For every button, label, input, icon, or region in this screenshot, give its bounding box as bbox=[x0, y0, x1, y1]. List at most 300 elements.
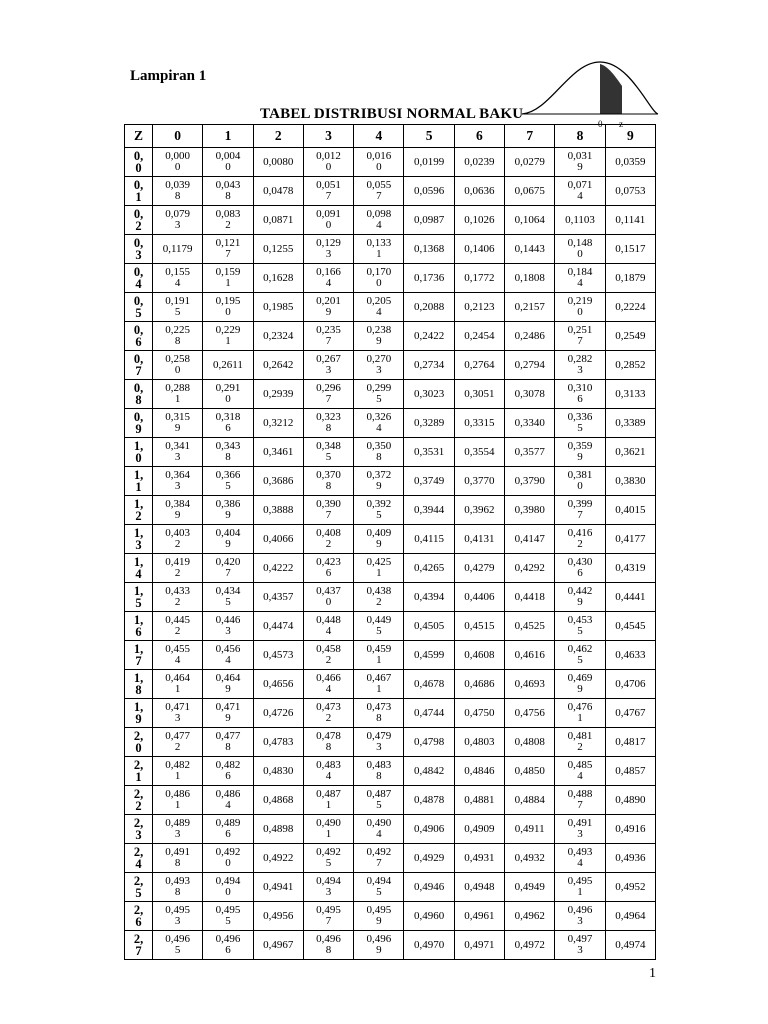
probability-cell: 0,494 3 bbox=[303, 873, 353, 902]
column-header-4: 4 bbox=[354, 125, 404, 148]
probability-cell: 0,4803 bbox=[454, 728, 504, 757]
table-row bbox=[125, 148, 656, 177]
probability-cell: 0,4222 bbox=[253, 554, 303, 583]
z-value-cell: 1, 3 bbox=[125, 525, 153, 554]
column-header-6: 6 bbox=[454, 125, 504, 148]
probability-cell: 0,159 1 bbox=[203, 264, 253, 293]
probability-cell: 0,3944 bbox=[404, 496, 454, 525]
z-value-cell: 0, 7 bbox=[125, 351, 153, 380]
z-value-cell: 2, 5 bbox=[125, 873, 153, 902]
probability-cell: 0,4846 bbox=[454, 757, 504, 786]
probability-cell: 0,219 0 bbox=[555, 293, 605, 322]
probability-cell: 0,4633 bbox=[605, 641, 655, 670]
probability-cell: 0,2224 bbox=[605, 293, 655, 322]
probability-cell: 0,4115 bbox=[404, 525, 454, 554]
probability-cell: 0,477 8 bbox=[203, 728, 253, 757]
column-header-2: 2 bbox=[253, 125, 303, 148]
probability-cell: 0,071 4 bbox=[555, 177, 605, 206]
probability-cell: 0,493 8 bbox=[153, 873, 203, 902]
table-row bbox=[125, 293, 656, 322]
z-value-cell: 1, 4 bbox=[125, 554, 153, 583]
probability-cell: 0,155 4 bbox=[153, 264, 203, 293]
probability-cell: 0,489 3 bbox=[153, 815, 203, 844]
probability-cell: 0,1368 bbox=[404, 235, 454, 264]
probability-cell: 0,055 7 bbox=[354, 177, 404, 206]
probability-cell: 0,051 7 bbox=[303, 177, 353, 206]
probability-cell: 0,225 8 bbox=[153, 322, 203, 351]
probability-cell: 0,1255 bbox=[253, 235, 303, 264]
probability-cell: 0,121 7 bbox=[203, 235, 253, 264]
probability-cell: 0,2549 bbox=[605, 322, 655, 351]
probability-cell: 0,490 1 bbox=[303, 815, 353, 844]
z-value-cell: 0, 3 bbox=[125, 235, 153, 264]
column-header-3: 3 bbox=[303, 125, 353, 148]
probability-cell: 0,1406 bbox=[454, 235, 504, 264]
probability-cell: 0,3133 bbox=[605, 380, 655, 409]
probability-cell: 0,3577 bbox=[505, 438, 555, 467]
probability-cell: 0,4881 bbox=[454, 786, 504, 815]
probability-cell: 0,4573 bbox=[253, 641, 303, 670]
probability-cell: 0,0239 bbox=[454, 148, 504, 177]
normal-curve-figure bbox=[520, 56, 660, 128]
probability-cell: 0,359 9 bbox=[555, 438, 605, 467]
probability-cell: 0,3461 bbox=[253, 438, 303, 467]
probability-cell: 0,4131 bbox=[454, 525, 504, 554]
probability-cell: 0,1026 bbox=[454, 206, 504, 235]
probability-cell: 0,4394 bbox=[404, 583, 454, 612]
probability-cell: 0,4474 bbox=[253, 612, 303, 641]
probability-cell: 0,496 9 bbox=[354, 931, 404, 960]
probability-cell: 0,4177 bbox=[605, 525, 655, 554]
probability-cell: 0,1517 bbox=[605, 235, 655, 264]
probability-cell: 0,4015 bbox=[605, 496, 655, 525]
probability-cell: 0,494 5 bbox=[354, 873, 404, 902]
probability-cell: 0,3980 bbox=[505, 496, 555, 525]
probability-cell: 0,430 6 bbox=[555, 554, 605, 583]
probability-cell: 0,0753 bbox=[605, 177, 655, 206]
probability-cell: 0,483 4 bbox=[303, 757, 353, 786]
probability-cell: 0,4911 bbox=[505, 815, 555, 844]
z-value-cell: 1, 8 bbox=[125, 670, 153, 699]
probability-cell: 0,170 0 bbox=[354, 264, 404, 293]
probability-cell: 0,4545 bbox=[605, 612, 655, 641]
probability-cell: 0,039 8 bbox=[153, 177, 203, 206]
probability-cell: 0,495 9 bbox=[354, 902, 404, 931]
probability-cell: 0,496 8 bbox=[303, 931, 353, 960]
probability-cell: 0,2454 bbox=[454, 322, 504, 351]
probability-cell: 0,4441 bbox=[605, 583, 655, 612]
probability-cell: 0,482 6 bbox=[203, 757, 253, 786]
probability-cell: 0,315 9 bbox=[153, 409, 203, 438]
probability-cell: 0,2486 bbox=[505, 322, 555, 351]
probability-cell: 0,2611 bbox=[203, 351, 253, 380]
probability-cell: 0,341 3 bbox=[153, 438, 203, 467]
probability-cell: 0,1736 bbox=[404, 264, 454, 293]
probability-cell: 0,399 7 bbox=[555, 496, 605, 525]
probability-cell: 0,0359 bbox=[605, 148, 655, 177]
probability-cell: 0,016 0 bbox=[354, 148, 404, 177]
table-row bbox=[125, 728, 656, 757]
probability-cell: 0,487 5 bbox=[354, 786, 404, 815]
table-row bbox=[125, 699, 656, 728]
probability-cell: 0,4656 bbox=[253, 670, 303, 699]
table-row bbox=[125, 670, 656, 699]
probability-cell: 0,4868 bbox=[253, 786, 303, 815]
probability-cell: 0,462 5 bbox=[555, 641, 605, 670]
probability-cell: 0,091 0 bbox=[303, 206, 353, 235]
probability-cell: 0,466 4 bbox=[303, 670, 353, 699]
probability-cell: 0,370 8 bbox=[303, 467, 353, 496]
z-value-cell: 1, 6 bbox=[125, 612, 153, 641]
probability-cell: 0,4972 bbox=[505, 931, 555, 960]
z-value-cell: 2, 7 bbox=[125, 931, 153, 960]
probability-cell: 0,229 1 bbox=[203, 322, 253, 351]
probability-cell: 0,1141 bbox=[605, 206, 655, 235]
probability-cell: 0,1628 bbox=[253, 264, 303, 293]
column-header-5: 5 bbox=[404, 125, 454, 148]
probability-cell: 0,0279 bbox=[505, 148, 555, 177]
table-row bbox=[125, 322, 656, 351]
probability-cell: 0,2642 bbox=[253, 351, 303, 380]
probability-cell: 0,3340 bbox=[505, 409, 555, 438]
probability-cell: 0,496 5 bbox=[153, 931, 203, 960]
probability-cell: 0,4906 bbox=[404, 815, 454, 844]
probability-cell: 0,191 5 bbox=[153, 293, 203, 322]
probability-cell: 0,449 5 bbox=[354, 612, 404, 641]
table-row bbox=[125, 902, 656, 931]
probability-cell: 0,4616 bbox=[505, 641, 555, 670]
probability-cell: 0,2794 bbox=[505, 351, 555, 380]
column-header-7: 7 bbox=[505, 125, 555, 148]
probability-cell: 0,0675 bbox=[505, 177, 555, 206]
probability-cell: 0,133 1 bbox=[354, 235, 404, 264]
probability-cell: 0,4909 bbox=[454, 815, 504, 844]
probability-cell: 0,392 5 bbox=[354, 496, 404, 525]
probability-cell: 0,4898 bbox=[253, 815, 303, 844]
probability-cell: 0,4949 bbox=[505, 873, 555, 902]
table-row bbox=[125, 931, 656, 960]
probability-cell: 0,000 0 bbox=[153, 148, 203, 177]
table-row bbox=[125, 380, 656, 409]
probability-cell: 0,4931 bbox=[454, 844, 504, 873]
probability-cell: 0,1103 bbox=[555, 206, 605, 235]
probability-cell: 0,4890 bbox=[605, 786, 655, 815]
probability-cell: 0,310 6 bbox=[555, 380, 605, 409]
probability-cell: 0,3554 bbox=[454, 438, 504, 467]
table-row bbox=[125, 583, 656, 612]
probability-cell: 0,473 2 bbox=[303, 699, 353, 728]
z-value-cell: 0, 1 bbox=[125, 177, 153, 206]
probability-cell: 0,381 0 bbox=[555, 467, 605, 496]
table-row bbox=[125, 612, 656, 641]
probability-cell: 0,459 1 bbox=[354, 641, 404, 670]
probability-cell: 0,1772 bbox=[454, 264, 504, 293]
probability-cell: 0,471 3 bbox=[153, 699, 203, 728]
probability-cell: 0,433 2 bbox=[153, 583, 203, 612]
probability-cell: 0,1064 bbox=[505, 206, 555, 235]
probability-cell: 0,4357 bbox=[253, 583, 303, 612]
table-row bbox=[125, 525, 656, 554]
probability-cell: 0,446 3 bbox=[203, 612, 253, 641]
probability-cell: 0,3770 bbox=[454, 467, 504, 496]
column-header-9: 9 bbox=[605, 125, 655, 148]
probability-cell: 0,419 2 bbox=[153, 554, 203, 583]
table-row bbox=[125, 873, 656, 902]
probability-cell: 0,336 5 bbox=[555, 409, 605, 438]
probability-cell: 0,4842 bbox=[404, 757, 454, 786]
probability-cell: 0,2324 bbox=[253, 322, 303, 351]
probability-cell: 0,166 4 bbox=[303, 264, 353, 293]
probability-cell: 0,2734 bbox=[404, 351, 454, 380]
probability-cell: 0,409 9 bbox=[354, 525, 404, 554]
z-value-cell: 2, 3 bbox=[125, 815, 153, 844]
probability-cell: 0,481 2 bbox=[555, 728, 605, 757]
probability-cell: 0,487 1 bbox=[303, 786, 353, 815]
probability-cell: 0,4878 bbox=[404, 786, 454, 815]
probability-cell: 0,469 9 bbox=[555, 670, 605, 699]
table-row bbox=[125, 554, 656, 583]
probability-cell: 0,442 9 bbox=[555, 583, 605, 612]
probability-cell: 0,434 5 bbox=[203, 583, 253, 612]
probability-cell: 0,486 1 bbox=[153, 786, 203, 815]
probability-cell: 0,4279 bbox=[454, 554, 504, 583]
probability-cell: 0,0636 bbox=[454, 177, 504, 206]
probability-cell: 0,2852 bbox=[605, 351, 655, 380]
probability-cell: 0,495 3 bbox=[153, 902, 203, 931]
probability-cell: 0,4970 bbox=[404, 931, 454, 960]
probability-cell: 0,288 1 bbox=[153, 380, 203, 409]
probability-cell: 0,4505 bbox=[404, 612, 454, 641]
z-value-cell: 0, 0 bbox=[125, 148, 153, 177]
probability-cell: 0,282 3 bbox=[555, 351, 605, 380]
probability-cell: 0,258 0 bbox=[153, 351, 203, 380]
probability-cell: 0,2939 bbox=[253, 380, 303, 409]
probability-cell: 0,492 7 bbox=[354, 844, 404, 873]
probability-cell: 0,043 8 bbox=[203, 177, 253, 206]
probability-cell: 0,299 5 bbox=[354, 380, 404, 409]
probability-cell: 0,083 2 bbox=[203, 206, 253, 235]
page-number: 1 bbox=[649, 966, 656, 981]
probability-cell: 0,473 8 bbox=[354, 699, 404, 728]
probability-cell: 0,2157 bbox=[505, 293, 555, 322]
probability-cell: 0,420 7 bbox=[203, 554, 253, 583]
probability-cell: 0,384 9 bbox=[153, 496, 203, 525]
z-value-cell: 1, 1 bbox=[125, 467, 153, 496]
probability-cell: 0,490 4 bbox=[354, 815, 404, 844]
probability-cell: 0,3888 bbox=[253, 496, 303, 525]
table-row bbox=[125, 757, 656, 786]
probability-cell: 0,495 7 bbox=[303, 902, 353, 931]
probability-cell: 0,291 0 bbox=[203, 380, 253, 409]
probability-cell: 0,3749 bbox=[404, 467, 454, 496]
probability-cell: 0,4744 bbox=[404, 699, 454, 728]
probability-cell: 0,372 9 bbox=[354, 467, 404, 496]
probability-cell: 0,343 8 bbox=[203, 438, 253, 467]
probability-cell: 0,458 2 bbox=[303, 641, 353, 670]
probability-cell: 0,4961 bbox=[454, 902, 504, 931]
probability-cell: 0,478 8 bbox=[303, 728, 353, 757]
table-row bbox=[125, 235, 656, 264]
probability-cell: 0,453 5 bbox=[555, 612, 605, 641]
probability-cell: 0,4515 bbox=[454, 612, 504, 641]
probability-cell: 0,4946 bbox=[404, 873, 454, 902]
probability-cell: 0,1879 bbox=[605, 264, 655, 293]
probability-cell: 0,0080 bbox=[253, 148, 303, 177]
probability-cell: 0,296 7 bbox=[303, 380, 353, 409]
probability-cell: 0,4974 bbox=[605, 931, 655, 960]
probability-cell: 0,366 5 bbox=[203, 467, 253, 496]
probability-cell: 0,482 1 bbox=[153, 757, 203, 786]
probability-cell: 0,251 7 bbox=[555, 322, 605, 351]
probability-cell: 0,3962 bbox=[454, 496, 504, 525]
probability-cell: 0,3686 bbox=[253, 467, 303, 496]
table-row bbox=[125, 786, 656, 815]
probability-cell: 0,031 9 bbox=[555, 148, 605, 177]
probability-cell: 0,2123 bbox=[454, 293, 504, 322]
probability-cell: 0,0871 bbox=[253, 206, 303, 235]
probability-cell: 0,4750 bbox=[454, 699, 504, 728]
probability-cell: 0,404 9 bbox=[203, 525, 253, 554]
probability-cell: 0,012 0 bbox=[303, 148, 353, 177]
probability-cell: 0,323 8 bbox=[303, 409, 353, 438]
probability-cell: 0,386 9 bbox=[203, 496, 253, 525]
probability-cell: 0,3023 bbox=[404, 380, 454, 409]
probability-cell: 0,4932 bbox=[505, 844, 555, 873]
shaded-area bbox=[600, 64, 622, 114]
z-value-cell: 0, 8 bbox=[125, 380, 153, 409]
column-header-z: Z bbox=[125, 125, 153, 148]
probability-cell: 0,4922 bbox=[253, 844, 303, 873]
table-row bbox=[125, 496, 656, 525]
probability-cell: 0,491 8 bbox=[153, 844, 203, 873]
probability-cell: 0,1443 bbox=[505, 235, 555, 264]
probability-cell: 0,467 1 bbox=[354, 670, 404, 699]
probability-cell: 0,4406 bbox=[454, 583, 504, 612]
probability-cell: 0,495 5 bbox=[203, 902, 253, 931]
probability-cell: 0,350 8 bbox=[354, 438, 404, 467]
probability-cell: 0,495 1 bbox=[555, 873, 605, 902]
probability-cell: 0,4726 bbox=[253, 699, 303, 728]
probability-cell: 0,4948 bbox=[454, 873, 504, 902]
table-row bbox=[125, 177, 656, 206]
table-row bbox=[125, 409, 656, 438]
probability-cell: 0,445 2 bbox=[153, 612, 203, 641]
probability-cell: 0,455 4 bbox=[153, 641, 203, 670]
probability-cell: 0,0596 bbox=[404, 177, 454, 206]
probability-cell: 0,148 0 bbox=[555, 235, 605, 264]
probability-cell: 0,4608 bbox=[454, 641, 504, 670]
appendix-label: Lampiran 1 bbox=[130, 68, 207, 84]
axis-label-zero: 0 bbox=[598, 119, 603, 128]
probability-cell: 0,3621 bbox=[605, 438, 655, 467]
probability-cell: 0,3212 bbox=[253, 409, 303, 438]
z-value-cell: 0, 6 bbox=[125, 322, 153, 351]
probability-cell: 0,326 4 bbox=[354, 409, 404, 438]
probability-cell: 0,4964 bbox=[605, 902, 655, 931]
probability-cell: 0,004 0 bbox=[203, 148, 253, 177]
probability-cell: 0,235 7 bbox=[303, 322, 353, 351]
probability-cell: 0,4292 bbox=[505, 554, 555, 583]
bell-curve bbox=[522, 62, 658, 114]
z-value-cell: 1, 0 bbox=[125, 438, 153, 467]
probability-cell: 0,494 0 bbox=[203, 873, 253, 902]
z-value-cell: 2, 4 bbox=[125, 844, 153, 873]
z-value-cell: 1, 5 bbox=[125, 583, 153, 612]
probability-cell: 0,3790 bbox=[505, 467, 555, 496]
z-value-cell: 2, 6 bbox=[125, 902, 153, 931]
probability-cell: 0,4678 bbox=[404, 670, 454, 699]
table-row bbox=[125, 844, 656, 873]
probability-cell: 0,4066 bbox=[253, 525, 303, 554]
column-header-1: 1 bbox=[203, 125, 253, 148]
probability-cell: 0,496 6 bbox=[203, 931, 253, 960]
probability-cell: 0,238 9 bbox=[354, 322, 404, 351]
probability-cell: 0,3389 bbox=[605, 409, 655, 438]
probability-cell: 0,4962 bbox=[505, 902, 555, 931]
probability-cell: 0,471 9 bbox=[203, 699, 253, 728]
probability-cell: 0,4599 bbox=[404, 641, 454, 670]
probability-cell: 0,4967 bbox=[253, 931, 303, 960]
probability-cell: 0,364 3 bbox=[153, 467, 203, 496]
probability-cell: 0,098 4 bbox=[354, 206, 404, 235]
probability-cell: 0,492 0 bbox=[203, 844, 253, 873]
probability-cell: 0,270 3 bbox=[354, 351, 404, 380]
probability-cell: 0,4756 bbox=[505, 699, 555, 728]
table-title: TABEL DISTRIBUSI NORMAL BAKU bbox=[260, 106, 524, 122]
probability-cell: 0,4319 bbox=[605, 554, 655, 583]
probability-cell: 0,4857 bbox=[605, 757, 655, 786]
probability-cell: 0,0199 bbox=[404, 148, 454, 177]
probability-cell: 0,464 9 bbox=[203, 670, 253, 699]
probability-cell: 0,4960 bbox=[404, 902, 454, 931]
probability-cell: 0,390 7 bbox=[303, 496, 353, 525]
probability-cell: 0,205 4 bbox=[354, 293, 404, 322]
probability-cell: 0,4929 bbox=[404, 844, 454, 873]
probability-cell: 0,2764 bbox=[454, 351, 504, 380]
probability-cell: 0,184 4 bbox=[555, 264, 605, 293]
probability-cell: 0,4830 bbox=[253, 757, 303, 786]
probability-cell: 0,456 4 bbox=[203, 641, 253, 670]
table-row bbox=[125, 438, 656, 467]
probability-cell: 0,3078 bbox=[505, 380, 555, 409]
probability-cell: 0,3315 bbox=[454, 409, 504, 438]
probability-cell: 0,4884 bbox=[505, 786, 555, 815]
probability-cell: 0,0478 bbox=[253, 177, 303, 206]
probability-cell: 0,4147 bbox=[505, 525, 555, 554]
probability-cell: 0,423 6 bbox=[303, 554, 353, 583]
probability-cell: 0,318 6 bbox=[203, 409, 253, 438]
probability-cell: 0,485 4 bbox=[555, 757, 605, 786]
z-value-cell: 1, 7 bbox=[125, 641, 153, 670]
probability-cell: 0,403 2 bbox=[153, 525, 203, 554]
probability-cell: 0,0987 bbox=[404, 206, 454, 235]
probability-cell: 0,1179 bbox=[153, 235, 203, 264]
table-row bbox=[125, 351, 656, 380]
probability-cell: 0,491 3 bbox=[555, 815, 605, 844]
column-header-0: 0 bbox=[153, 125, 203, 148]
probability-cell: 0,4693 bbox=[505, 670, 555, 699]
probability-cell: 0,4798 bbox=[404, 728, 454, 757]
probability-cell: 0,437 0 bbox=[303, 583, 353, 612]
probability-cell: 0,2088 bbox=[404, 293, 454, 322]
table-row bbox=[125, 815, 656, 844]
probability-cell: 0,267 3 bbox=[303, 351, 353, 380]
probability-cell: 0,488 7 bbox=[555, 786, 605, 815]
probability-cell: 0,4850 bbox=[505, 757, 555, 786]
probability-cell: 0,3051 bbox=[454, 380, 504, 409]
probability-cell: 0,348 5 bbox=[303, 438, 353, 467]
probability-cell: 0,476 1 bbox=[555, 699, 605, 728]
